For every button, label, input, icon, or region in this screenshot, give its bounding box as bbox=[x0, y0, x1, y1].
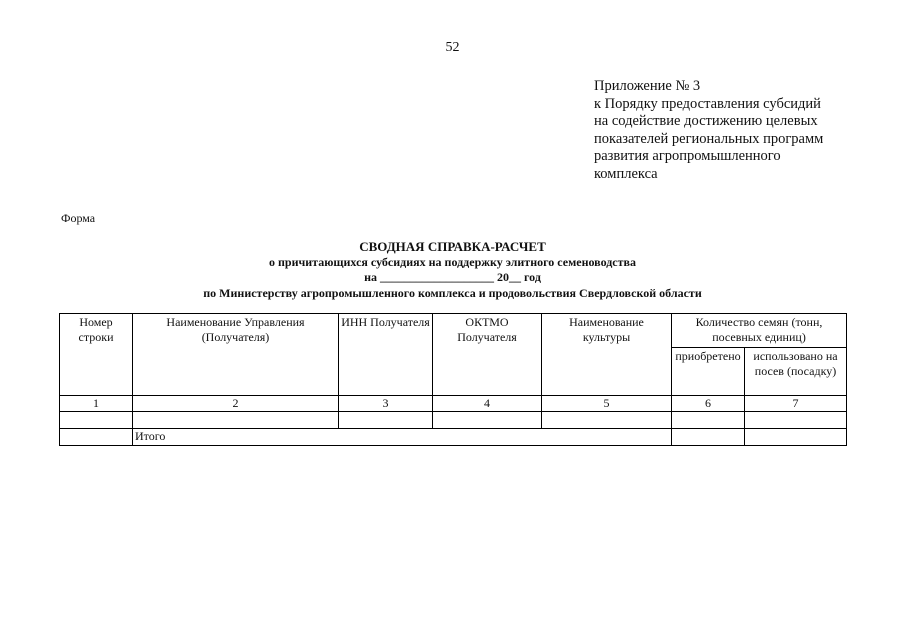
subheader-cell: использовано на посев (посадку) bbox=[745, 348, 847, 396]
appendix-line: Приложение № 3 bbox=[594, 78, 701, 94]
header-cell: Наименование Управления (Получателя) bbox=[133, 314, 339, 396]
table-cell[interactable] bbox=[339, 412, 433, 429]
appendix-note bbox=[594, 78, 884, 183]
table-cell[interactable] bbox=[672, 429, 745, 446]
table-cell[interactable] bbox=[745, 429, 847, 446]
column-number: 3 bbox=[339, 396, 433, 412]
appendix-line: к Порядку предоставления субсидий bbox=[594, 95, 821, 112]
header-cell: ОКТМО Получателя bbox=[433, 314, 542, 396]
title-line: о причитающихся субсидиях на поддержку элитного семеноводства bbox=[268, 254, 637, 269]
column-number-row bbox=[60, 396, 847, 412]
table-cell[interactable] bbox=[672, 412, 745, 429]
header-cell: Номер строки bbox=[60, 314, 133, 396]
table-cell[interactable] bbox=[133, 412, 339, 429]
page-number: 52 bbox=[445, 40, 460, 55]
column-number: 6 bbox=[672, 396, 745, 412]
appendix-line: на содействие достижению целевых bbox=[594, 113, 818, 129]
table-cell[interactable] bbox=[433, 412, 542, 429]
column-number: 5 bbox=[542, 396, 672, 412]
table-cell[interactable] bbox=[60, 412, 133, 429]
column-number: 7 bbox=[745, 396, 847, 412]
header-group-cell: Количество семян (тонн, посевных единиц) bbox=[672, 314, 847, 348]
appendix-line: показателей региональных программ bbox=[594, 130, 824, 147]
column-number: 2 bbox=[133, 396, 339, 412]
header-cell: Наименование культуры bbox=[542, 314, 672, 396]
table-cell[interactable] bbox=[745, 412, 847, 429]
title-line: по Министерству агропромышленного комплекса и продовольствия Свердловской области bbox=[203, 285, 702, 300]
table-row bbox=[60, 412, 847, 429]
table-cell[interactable] bbox=[542, 412, 672, 429]
report-table bbox=[59, 313, 847, 446]
column-number: 1 bbox=[60, 396, 133, 412]
subheader-cell: приобретено bbox=[672, 348, 745, 396]
appendix-line: комплекса bbox=[594, 165, 658, 182]
appendix-line: развития агропромышленного bbox=[594, 148, 781, 164]
header-cell: ИНН Получателя bbox=[339, 314, 433, 396]
title-line: на ___________________ 20__ год bbox=[364, 270, 541, 284]
column-number: 4 bbox=[433, 396, 542, 412]
document-title bbox=[0, 239, 905, 301]
table-cell[interactable] bbox=[60, 429, 133, 446]
total-row bbox=[60, 429, 847, 446]
total-label: Итого bbox=[133, 429, 672, 446]
form-label: Форма bbox=[61, 211, 96, 225]
header-row bbox=[60, 314, 847, 348]
title-line: СВОДНАЯ СПРАВКА-РАСЧЕТ bbox=[359, 239, 546, 254]
